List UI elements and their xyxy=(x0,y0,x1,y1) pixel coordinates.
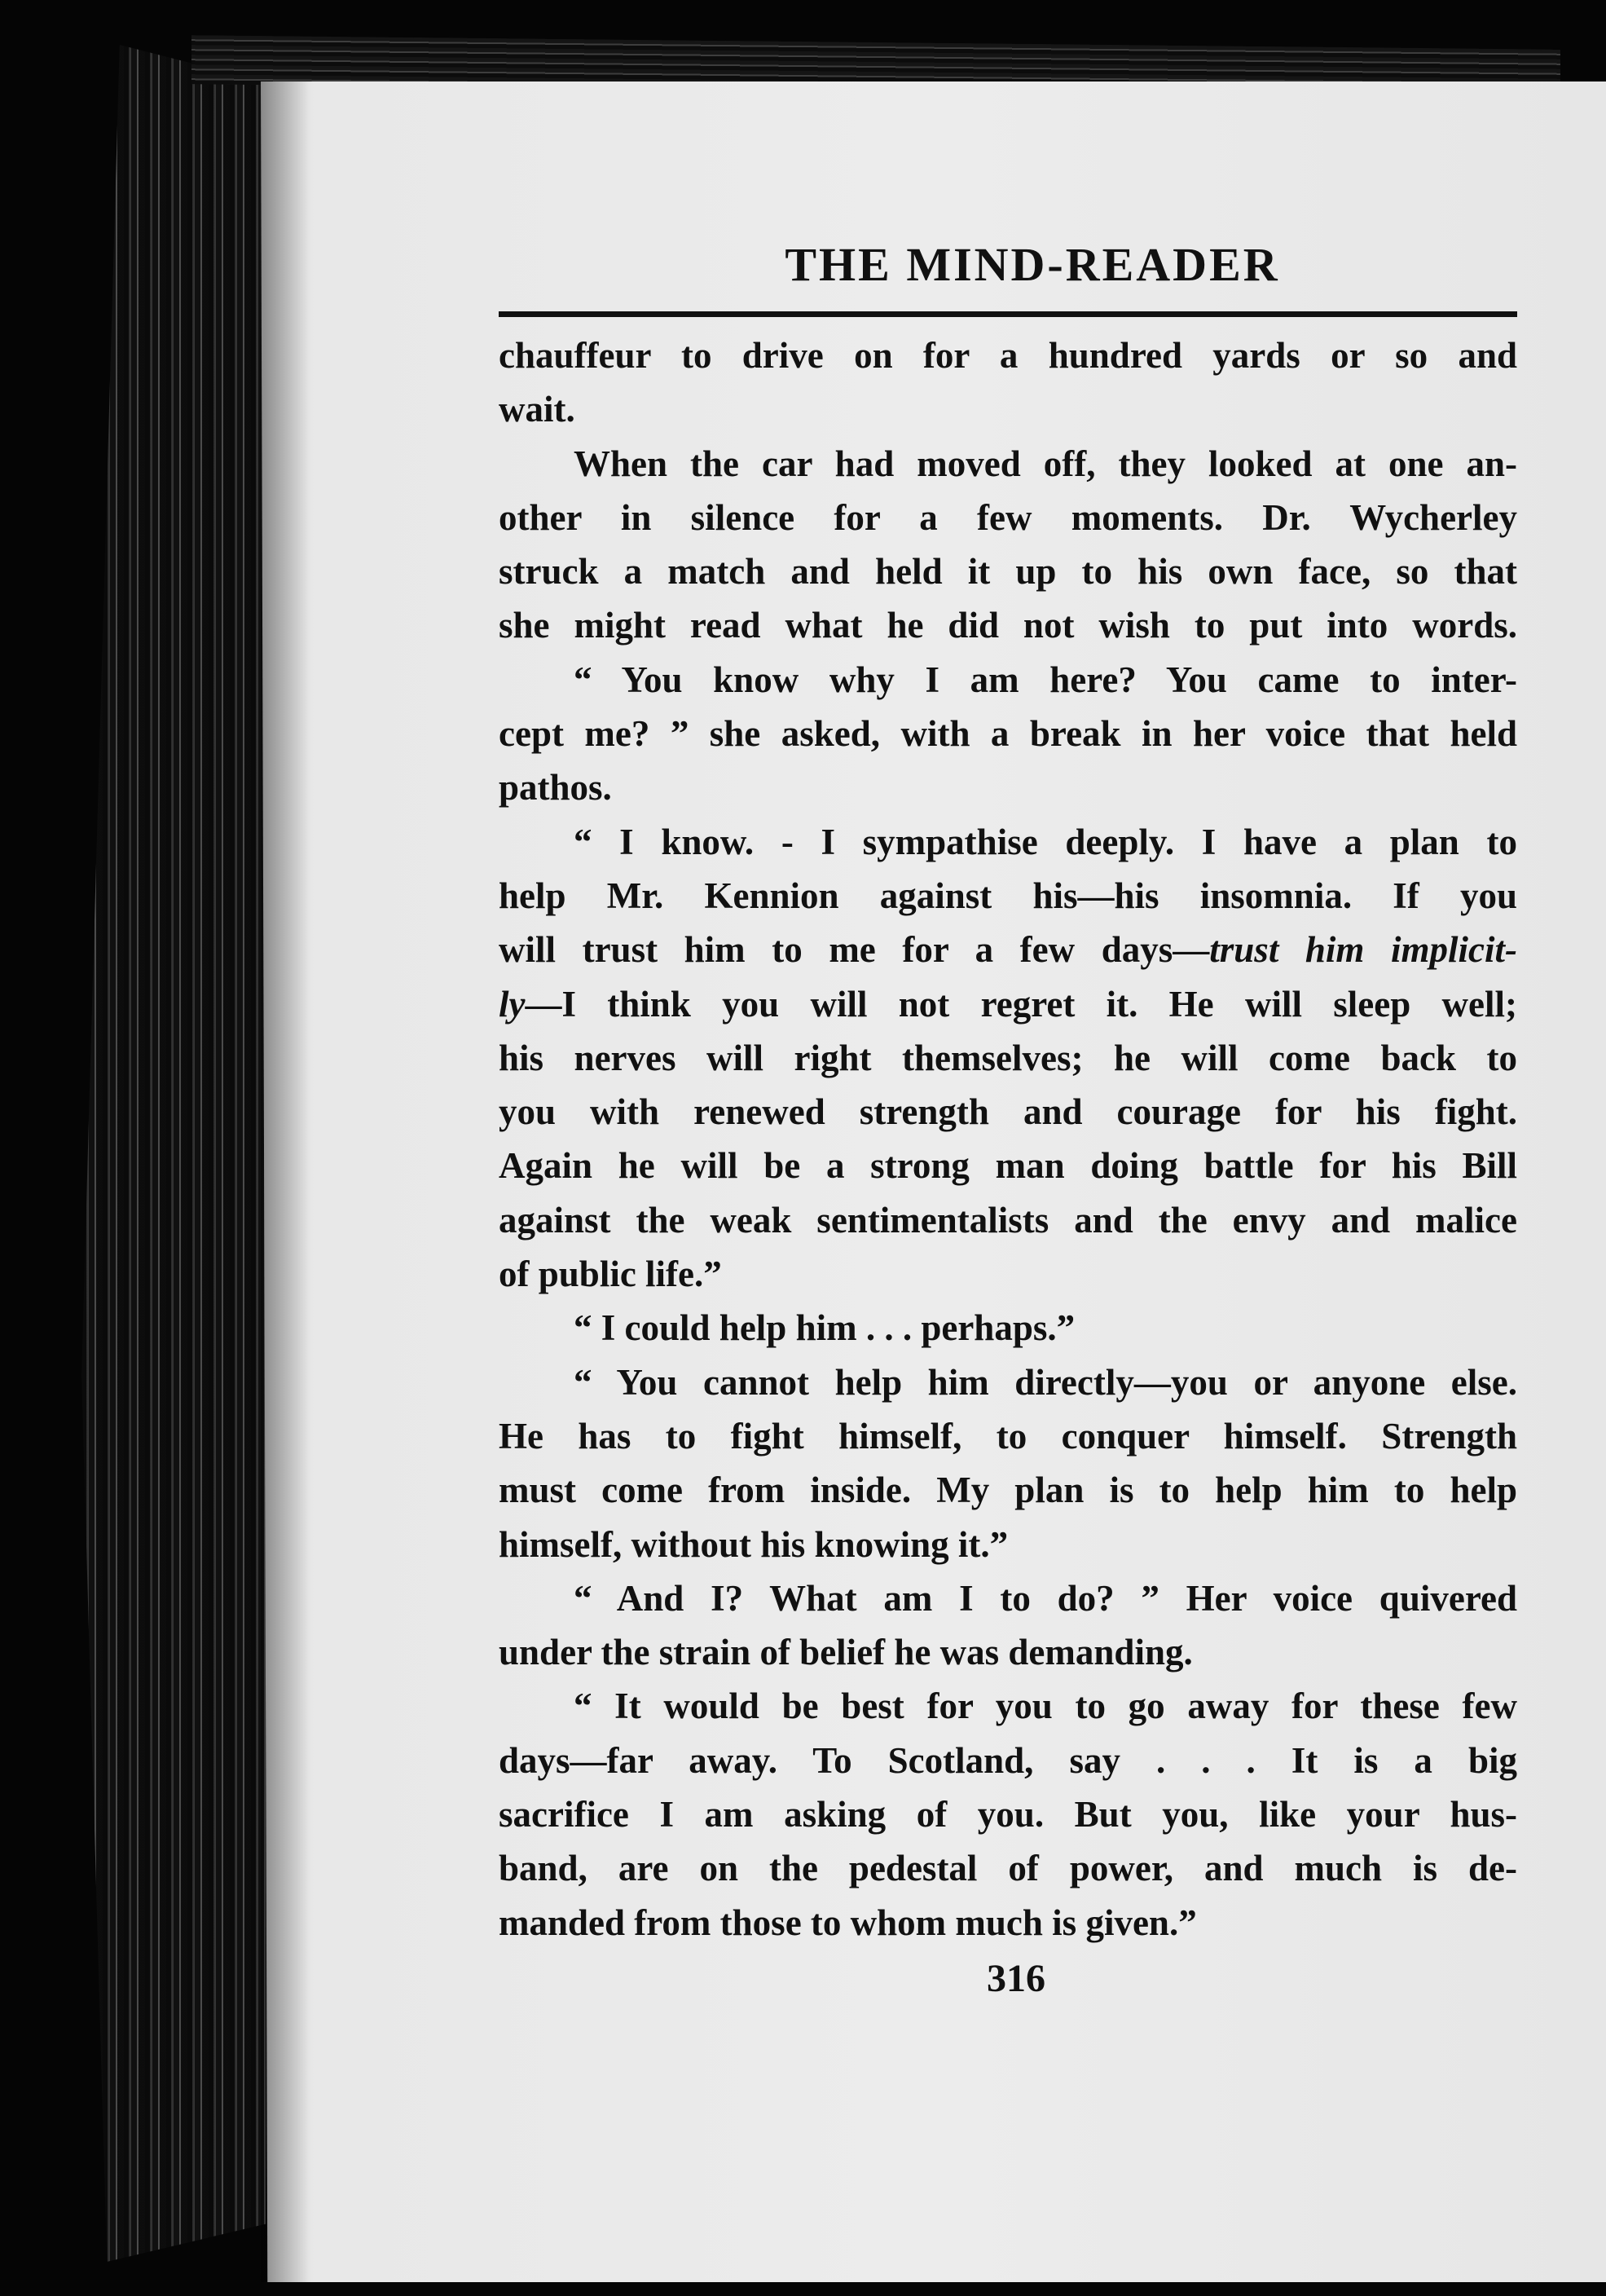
paragraph xyxy=(499,437,1517,653)
text-line: she might read what he did not wish to put into words. xyxy=(499,605,1517,646)
text-line: of public life.” xyxy=(499,1254,722,1295)
text-line: must come from inside. My plan is to help him to help xyxy=(499,1470,1517,1511)
paragraph xyxy=(499,1571,1517,1680)
text-line: “ You cannot help him directly—you or anyone else. xyxy=(574,1361,1517,1403)
page-content xyxy=(499,236,1517,2001)
text-line: other in silence for a few moments. Dr. Wycherley xyxy=(499,496,1517,538)
text-line: Again he will be a strong man doing battle for his Bill xyxy=(499,1145,1517,1187)
paragraph xyxy=(499,653,1517,815)
text-segment: will trust him to me for a few days— xyxy=(499,929,1210,971)
text-line: manded from those to whom much is given.” xyxy=(499,1902,1197,1943)
text-line: help Mr. Kennion against his—his insomnia. If you xyxy=(499,875,1517,916)
text-line: “ I know. - I sympathise deeply. I have a plan to xyxy=(574,821,1517,862)
italic-segment: ly xyxy=(499,983,526,1025)
body-text xyxy=(499,328,1517,1950)
text-line: pathos. xyxy=(499,767,612,809)
text-line: under the strain of belief he was demanding. xyxy=(499,1632,1193,1673)
text-line: cept me? ” she asked, with a break in her voice that held xyxy=(499,713,1517,755)
text-line: “ You know why I am here? You came to inter- xyxy=(574,659,1517,700)
text-line: band, are on the pedestal of power, and much is de- xyxy=(499,1848,1517,1889)
text-line: days—far away. To Scotland, say . . . It is a big xyxy=(499,1739,1517,1781)
italic-segment: trust him implicit- xyxy=(1209,929,1517,971)
text-line: When the car had moved off, they looked at one an- xyxy=(574,443,1517,484)
header-rule xyxy=(499,311,1517,317)
text-line: “ It would be best for you to go away for these few xyxy=(574,1686,1517,1727)
page-number: 316 xyxy=(987,1956,1045,2000)
text-line-with-italic xyxy=(499,977,1517,1031)
paragraph xyxy=(499,1355,1517,1571)
gutter-shadow xyxy=(261,82,310,2282)
paragraph xyxy=(499,815,1517,1302)
text-line-with-italic xyxy=(499,923,1517,976)
text-line: himself, without his knowing it.” xyxy=(499,1523,1009,1565)
running-head: THE MIND-READER xyxy=(785,238,1280,291)
text-line: He has to fight himself, to conquer himself. Strength xyxy=(499,1415,1517,1456)
text-line: “ And I? What am I to do? ” Her voice quivered xyxy=(574,1577,1517,1619)
paragraph xyxy=(499,1301,1517,1355)
text-line: you with renewed strength and courage for his fight. xyxy=(499,1091,1517,1133)
text-line: against the weak sentimentalists and the envy and malice xyxy=(499,1199,1517,1241)
text-line: “ I could help him . . . perhaps.” xyxy=(574,1307,1076,1349)
text-segment: —I think you will not regret it. He will sleep well; xyxy=(525,983,1517,1025)
text-line: wait. xyxy=(499,389,575,430)
text-line: chauffeur to drive on for a hundred yards or so and xyxy=(499,335,1517,376)
paragraph xyxy=(499,328,1517,437)
text-line: sacrifice I am asking of you. But you, like your hus- xyxy=(499,1794,1517,1835)
text-line: struck a match and held it up to his own face, so that xyxy=(499,551,1517,593)
text-line: his nerves will right themselves; he will come back to xyxy=(499,1037,1517,1078)
paragraph xyxy=(499,1679,1517,1949)
